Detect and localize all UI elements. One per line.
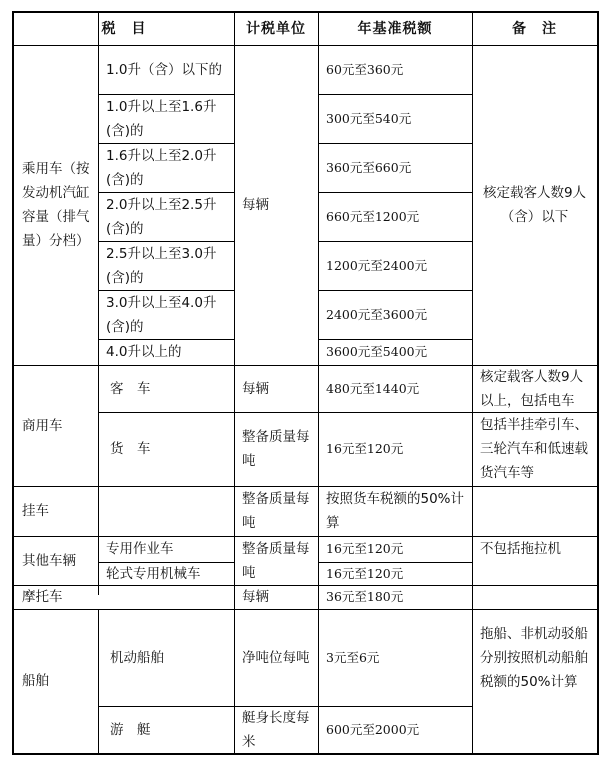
motorcycle-unit: 每辆: [242, 589, 269, 605]
passenger-rate-5: 2400元至3600元: [326, 306, 428, 322]
passenger-rate-4: 1200元至2400元: [326, 257, 428, 273]
ship-yacht-rate: 600元至2000元: [326, 721, 420, 737]
passenger-category: 乘用车（按发动机汽缸容量（排气量）分档）: [22, 161, 90, 249]
header-tax-item: 税 目: [101, 21, 147, 37]
ship-motor-item: 机动船舶: [110, 649, 164, 666]
passenger-item-2: 1.6升以上至2.0升(含)的: [106, 147, 217, 188]
other-item-1: 轮式专用机械车: [106, 565, 201, 582]
trailer-rate: 按照货车税额的50%计算: [326, 491, 465, 531]
passenger-rate-2: 360元至660元: [326, 159, 412, 175]
commercial-truck-item: 货 车: [110, 441, 151, 457]
motorcycle-rate: 36元至180元: [326, 589, 404, 604]
other-category: 其他车辆: [22, 552, 76, 569]
commercial-truck-unit: 整备质量每吨: [242, 429, 310, 469]
passenger-item-5: 3.0升以上至4.0升(含)的: [106, 294, 217, 335]
header-unit: 计税单位: [246, 21, 306, 37]
trailer-category: 挂车: [22, 503, 49, 519]
other-item-0: 专用作业车: [106, 541, 174, 557]
vehicle-vessel-tax-table: [12, 11, 599, 755]
passenger-rate-1: 300元至540元: [326, 110, 412, 126]
passenger-rate-3: 660元至1200元: [326, 208, 420, 224]
motorcycle-category: 摩托车: [22, 589, 63, 605]
ship-motor-rate: 3元至6元: [326, 649, 380, 665]
passenger-unit: 每辆: [242, 197, 269, 213]
ship-yacht-unit: 艇身长度每米: [242, 709, 310, 750]
passenger-rate-0: 60元至360元: [326, 61, 404, 77]
ship-motor-unit: 净吨位每吨: [242, 649, 310, 666]
trailer-unit: 整备质量每吨: [242, 491, 310, 531]
commercial-bus-unit: 每辆: [242, 380, 269, 397]
other-rate-1: 16元至120元: [326, 565, 404, 581]
passenger-note: 核定载客人数9人（含）以下: [482, 185, 587, 225]
ship-motor-note: 拖船、非机动驳船分别按照机动船舶税额的50%计算: [480, 625, 588, 690]
passenger-item-4: 2.5升以上至3.0升(含)的: [106, 245, 217, 286]
passenger-item-6: 4.0升以上的: [106, 344, 182, 360]
commercial-bus-note: 核定载客人数9人以上，包括电车: [480, 368, 584, 409]
header-rate: 年基准税额: [357, 21, 433, 37]
ship-yacht-item: 游 艇: [110, 721, 151, 738]
other-unit: 整备质量每吨: [242, 540, 310, 581]
passenger-rate-6: 3600元至5400元: [326, 344, 428, 359]
other-note: 不包括拖拉机: [480, 541, 561, 557]
passenger-item-0: 1.0升（含）以下的: [106, 61, 222, 78]
ship-category: 船舶: [22, 673, 49, 689]
commercial-bus-rate: 480元至1440元: [326, 380, 420, 396]
header-note: 备 注: [512, 21, 557, 37]
commercial-bus-item: 客 车: [110, 380, 151, 397]
commercial-category: 商用车: [22, 417, 63, 434]
passenger-item-1: 1.0升以上至1.6升(含)的: [106, 98, 217, 139]
commercial-truck-rate: 16元至120元: [326, 441, 404, 456]
other-rate-0: 16元至120元: [326, 541, 404, 556]
passenger-item-3: 2.0升以上至2.5升(含)的: [106, 196, 217, 237]
commercial-truck-note: 包括半挂牵引车、三轮汽车和低速载货汽车等: [480, 417, 588, 481]
